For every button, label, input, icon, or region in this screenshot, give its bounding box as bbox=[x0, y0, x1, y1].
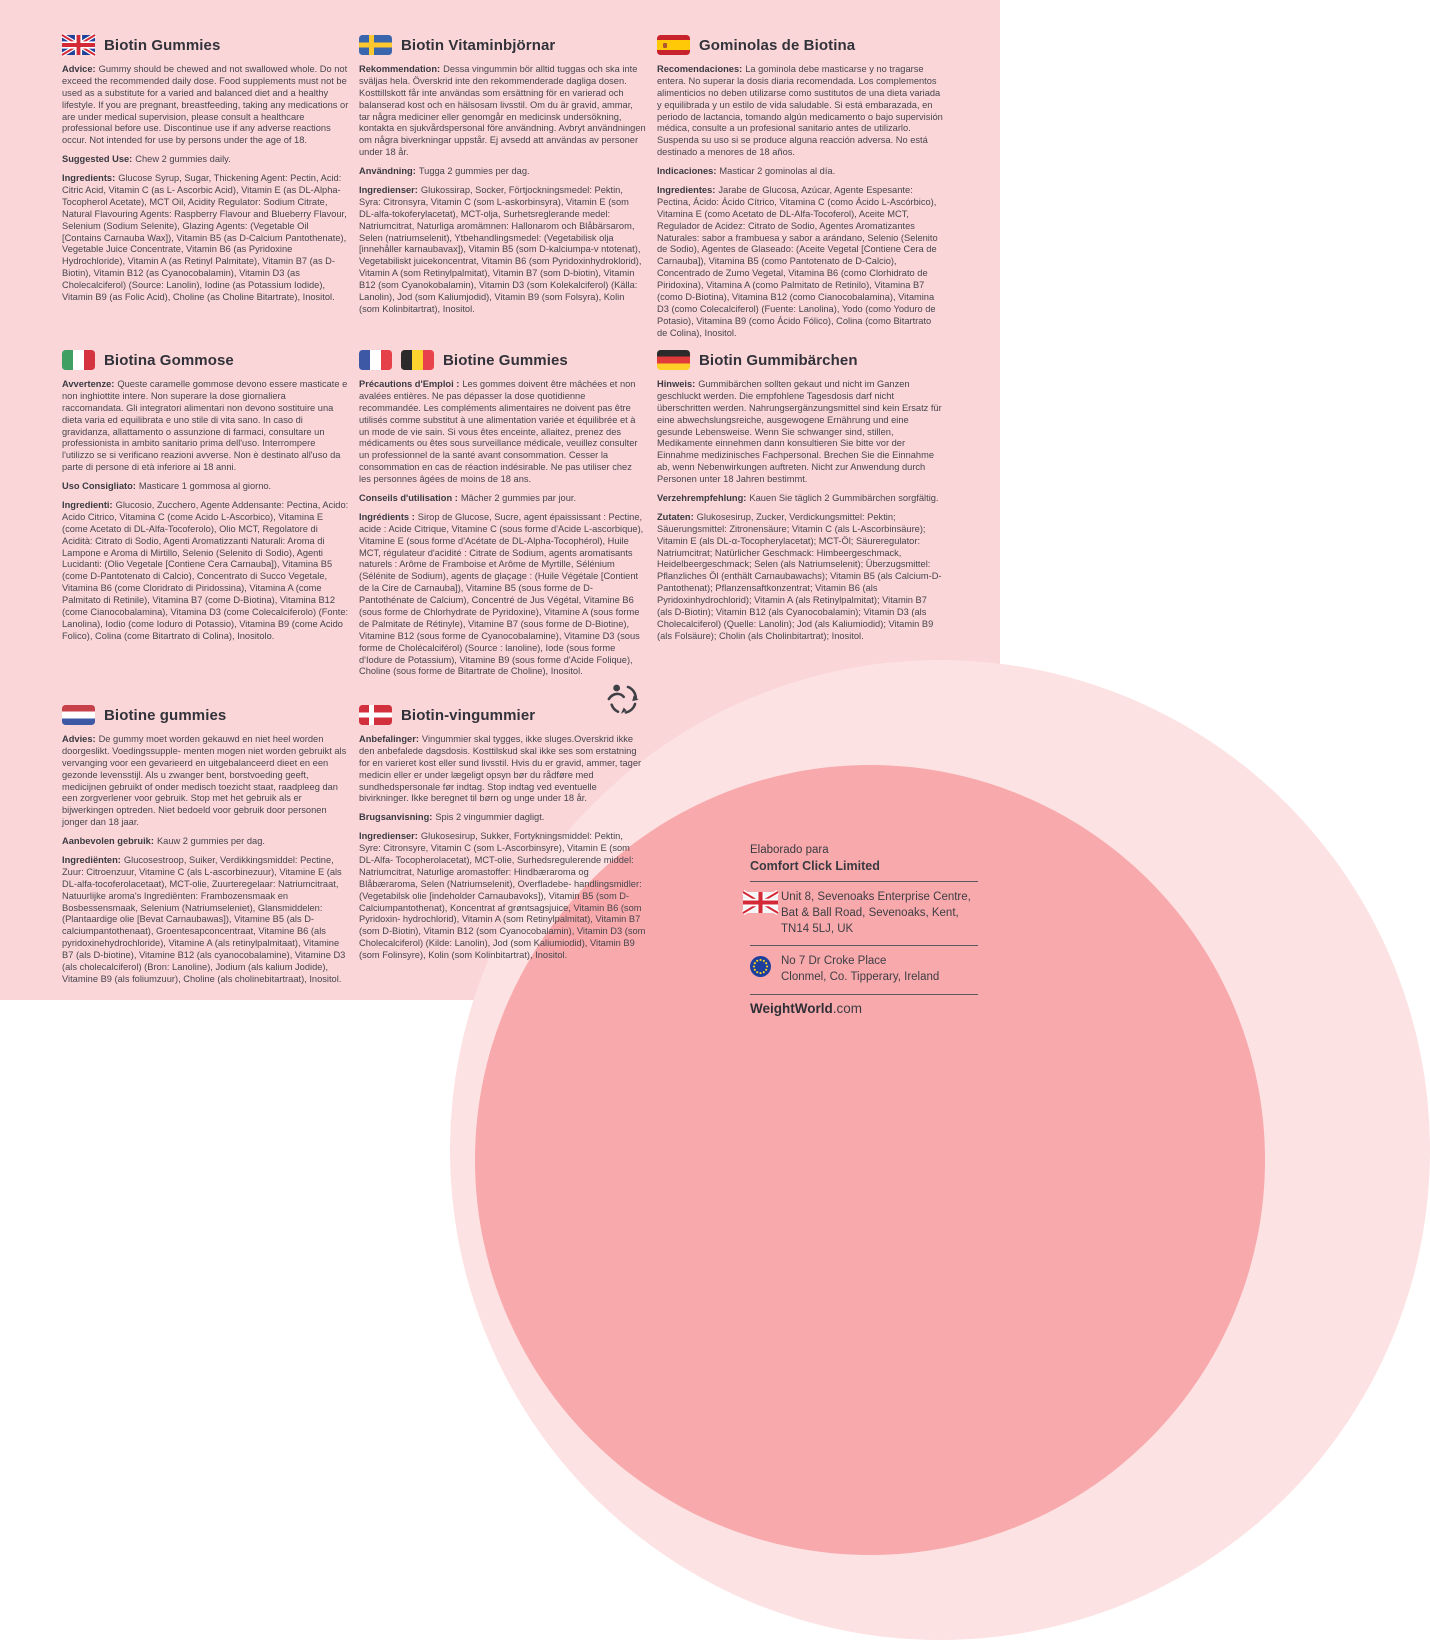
france-flag-icon bbox=[359, 350, 392, 370]
para-text: De gummy moet worden gekauwd en niet heel worden doorgeslikt. Voedingssupple- menten mogen niet worden gebruikt als vervanging voor een gevarieerd en uitgebalanceerd dieet en een gezonde levensstijl. Als u zwanger bent, borstvoeding geeft, medicijnen gebruikt of onder medisch toezicht staat, raadpleeg dan een zorgverlener voor gebruik. Stop met het gebruik als er bijwerkingen optreden. Niet bedoeld voor gebruik door personen jonger dan 18 jaar. bbox=[62, 734, 347, 828]
section-title: Biotin-vingummier bbox=[401, 706, 536, 724]
para-label: Conseils d'utilisation : bbox=[359, 493, 458, 504]
netherlands-flag-icon bbox=[62, 705, 95, 725]
distributor-block bbox=[750, 843, 978, 1016]
brand-suffix: .com bbox=[832, 1001, 863, 1017]
advice-paragraph bbox=[62, 64, 349, 147]
para-text: Mâcher 2 gummies par jour. bbox=[460, 493, 577, 504]
section-header bbox=[657, 35, 944, 55]
para-label: Recomendaciones: bbox=[657, 64, 743, 74]
advice-paragraph bbox=[359, 379, 646, 486]
uk-flag-icon bbox=[62, 35, 95, 55]
ireland-address-line1: No 7 Dr Croke Place bbox=[781, 955, 887, 968]
advice-paragraph bbox=[62, 379, 349, 474]
para-label: Ingrédients : bbox=[359, 511, 415, 522]
ireland-address-row bbox=[750, 952, 978, 988]
section-english bbox=[62, 35, 349, 311]
section-french bbox=[359, 350, 646, 685]
spain-flag-icon bbox=[657, 35, 690, 55]
section-swedish bbox=[359, 35, 646, 323]
suggested-use-paragraph bbox=[359, 493, 646, 505]
brand-logo bbox=[750, 1001, 978, 1016]
advice-paragraph bbox=[359, 734, 646, 805]
para-label: Aanbevolen gebruik: bbox=[62, 836, 154, 847]
suggested-use-paragraph bbox=[657, 493, 944, 505]
ireland-address bbox=[781, 954, 939, 986]
para-label: Brugsanvisning: bbox=[359, 812, 433, 823]
divider bbox=[750, 881, 978, 882]
section-title: Biotin Vitaminbjörnar bbox=[401, 36, 556, 54]
section-dutch bbox=[62, 705, 349, 993]
sweden-flag-icon bbox=[359, 35, 392, 55]
section-italian bbox=[62, 350, 349, 650]
suggested-use-paragraph bbox=[657, 166, 944, 178]
para-text: Masticare 1 gommosa al giorno. bbox=[138, 481, 272, 492]
ingredients-paragraph bbox=[62, 500, 349, 643]
para-label: Ingredienser: bbox=[359, 831, 418, 842]
company-name: Comfort Click Limited bbox=[750, 858, 880, 873]
section-header bbox=[62, 350, 349, 370]
suggested-use-paragraph bbox=[359, 166, 646, 178]
uk-address: Unit 8, Sevenoaks Enterprise Centre, Bat & Ball Road, Sevenoaks, Kent, TN14 5LJ, UK bbox=[781, 890, 971, 935]
made-for-text: Elaborado para bbox=[750, 844, 829, 856]
para-text: Tugga 2 gummies per dag. bbox=[418, 166, 530, 177]
advice-paragraph bbox=[359, 64, 646, 159]
ingredients-paragraph bbox=[62, 855, 349, 986]
ingredients-paragraph bbox=[657, 185, 944, 340]
para-label: Anbefalinger: bbox=[359, 734, 419, 744]
section-danish bbox=[359, 705, 646, 969]
advice-paragraph bbox=[62, 734, 349, 829]
label-page bbox=[0, 0, 1000, 1017]
section-title: Gominolas de Biotina bbox=[699, 36, 856, 54]
para-label: Ingredienser: bbox=[359, 185, 418, 196]
para-label: Advies: bbox=[62, 734, 96, 744]
para-text: La gominola debe masticarse y no tragarse entera. No superar la dosis diaria recomendada. Los complementos alimenticios no deben utilizarse como sustitutos de una dieta variada y equilibrada y un estilo de vida saludable. Si está embarazada, en periodo de lactancia, tomando algún medicamento o bajo supervisión médica, consulte a un profesional sanitario antes de utilizarlo. Suspenda su uso si se produce alguna reacción adversa. No está destinado a menores de 18 años. bbox=[657, 64, 943, 158]
ingredients-paragraph bbox=[657, 512, 944, 643]
ingredients-paragraph bbox=[62, 173, 349, 304]
para-label: Zutaten: bbox=[657, 511, 694, 522]
section-header bbox=[359, 350, 646, 370]
section-title: Biotina Gommose bbox=[104, 351, 234, 369]
para-label: Suggested Use: bbox=[62, 154, 133, 165]
para-label: Ingredienti: bbox=[62, 500, 113, 511]
italy-flag-icon bbox=[62, 350, 95, 370]
section-header bbox=[359, 705, 646, 725]
section-title: Biotin Gummibärchen bbox=[699, 351, 858, 369]
para-text: Glukosesirup, Sukker, Fortykningsmiddel: Pektin, Syre: Citronsyre, Vitamin C (som L-Ascorbinsyre), Vitamin E (som DL-Alfa- Tocopherolacetat), MCT-olie, Surhedsregulerende middel: Natriumcitrat, Naturlige aromastoffer: Hindbæraroma og Blåbæraroma, Selen (Natriumselenit), Overfladebe- handlingsmidler: (Vegetabilsk olie [indeholder Carnaubavoks]), Vitamin B5 (som D-Calciumpantothenat), Koncentrat af grøntsagsjuice, Vitamin B6 (som Pyridoxin- hydrochlorid), Vitamin A (som Retinylpalmitat), Vitamin B7 (som D-Biotin), Vitamin B12 (som Cyanocobalamin), Vitamin D3 (som Cholecalciferol) (Kilde: Lanolin), Jod (som Kaliumiodid), Vitamin B9 (som Folinsyre), Kolin (som Kolinbitartrat), Inositol. bbox=[359, 831, 646, 961]
section-german bbox=[657, 350, 944, 650]
para-label: Uso Consigliato: bbox=[62, 481, 136, 492]
section-title: Biotin Gummies bbox=[104, 36, 221, 54]
para-label: Indicaciones: bbox=[657, 166, 717, 177]
section-header bbox=[657, 350, 944, 370]
para-text: Sirop de Glucose, Sucre, agent épaississant : Pectine, acide : Acide Citrique, Vitamine C (sous forme d'Acide L-ascorbique), Vitamine E (sous forme d'Acétate de DL-Alpha-Tocophérol), Huile MCT, régulateur d'acidité : Citrate de Sodium, agents aromatisants naturels : Arôme de Framboise et Arôme de Myrtille, Sélénium (Sélénite de Sodium), agents de glaçage : (Huile Végétale [Contient de la Cire de Carnauba]), Vitamine B5 (sous forme de D-Pantothénate de Calcium), Concentré de Jus Végétal, Vitamine B6 (sous forme de Chlorhydrate de Pyridoxine), Vitamine A (sous forme de Palmitate de Rétinyle), Vitamine B7 (sous forme de D-Biotine), Vitamine B12 (sous forme de Cyanocobalamine), Vitamine D3 (sous forme de Cholécalciférol) (Source : lanoline), Iode (sous forme d'Iodure de Potassium), Vitamine B9 (sous forme d'Acide Folique), Choline (sous forme de Bitartrate de Choline), Inositol. bbox=[359, 511, 644, 677]
para-text: Spis 2 vingummier dagligt. bbox=[435, 812, 545, 823]
suggested-use-paragraph bbox=[62, 481, 349, 493]
suggested-use-paragraph bbox=[62, 154, 349, 166]
para-text: Les gommes doivent être mâchées et non avalées entières. Ne pas dépasser la dose quotidienne recommandée. Les compléments alimentaires ne doivent pas être utilisés comme substitut à une alimentation variée et équilibrée et à un mode de vie sain. Si vous êtes enceinte, allaitez, prenez des médicaments ou êtes sous surveillance médicale, veuillez consulter un professionnel de la santé avant consommation. Cesser la consommation en cas de réaction indésirable. Ne pas utiliser chez les personnes âgées de moins de 18 ans. bbox=[359, 379, 638, 485]
denmark-flag-icon bbox=[359, 705, 392, 725]
para-text: Chew 2 gummies daily. bbox=[135, 154, 231, 165]
para-label: Rekommendation: bbox=[359, 64, 441, 74]
eu-flag-roundel-icon bbox=[750, 956, 771, 977]
para-text: Gummibärchen sollten gekaut und nicht im Ganzen geschluckt werden. Die empfohlene Tagesdosis darf nicht überschritten werden. Nahrungsergänzungsmittel sind kein Ersatz für eine abwechslungsreiche, ausgewogene Ernährung und eine gesunde Lebensweise. Wenn Sie schwanger sind, stillen, Medikamente einnehmen dann konsultieren Sie bitte vor der Einnahme medizinisches Fachpersonal. Brechen Sie die Einnahme ab, wenn Nebenwirkungen auftreten. Nicht zur Anwendung durch Personen unter 18 Jahren bestimmt. bbox=[657, 379, 942, 485]
ireland-address-line2: Clonmel, Co. Tipperary, Ireland bbox=[781, 971, 940, 984]
para-text: Kauen Sie täglich 2 Gummibärchen sorgfältig. bbox=[749, 493, 939, 504]
section-header bbox=[359, 35, 646, 55]
para-label: Advice: bbox=[62, 64, 96, 74]
ingredients-paragraph bbox=[359, 512, 646, 678]
para-label: Précautions d'Emploi : bbox=[359, 379, 460, 389]
advice-paragraph bbox=[657, 379, 944, 486]
para-text: Jarabe de Glucosa, Azúcar, Agente Espesante: Pectina, Ácido: Ácido Cítrico, Vitamina C (como Ácido L-Ascórbico), Vitamina E (como Acetato de DL-Alfa-Tocoferol), Aceite MCT, Regulador de Acidez: Citrato de Sodio, Agentes Aromatizantes Naturales: sabor a frambuesa y sabor a arándano, Selenio (Selenito de Sodio), Agentes de Glaseado: (Aceite Vegetal [Contiene Cera de Carnauba]), Vitamina B5 (como Pantotenato de D-Calcio), Concentrado de Zumo Vegetal, Vitamina B6 (como Clorhidrato de Piridoxina), Vitamina A (como Palmitato de Retinilo), Vitamina B7 (como D-Biotina), Vitamina B12 (como Cianocobalamina), Vitamina D3 (como Colecalciferol) (Fuente: Lanolina), Yodo (como Yoduro de Potasio), Vitamina B9 (como Ácido Fólico), Colina (como Bitartrato de Colina), Inositol. bbox=[657, 185, 938, 338]
uk-flag-roundel-icon bbox=[750, 892, 771, 913]
para-text: Vingummier skal tygges, ikke sluges.Overskrid ikke den anbefalede dagsdosis. Kosttilskud skal ikke ses som erstatning for en varieret kost eller sund livsstil. Hvis du er gravid, ammer, tager medicin eller er under lægeligt opsyn bør du rådføre med sundhedspersonale før indtag. Stop indtag ved eventuelle bivirkninger. Ikke beregnet til børn og unge under 18 år. bbox=[359, 734, 642, 804]
para-text: Dessa vingummin bör alltid tuggas och ska inte sväljas hela. Överskrid inte den rekommenderade dagliga dosen. Kosttillskott får inte användas som ersättning för en varierad och balanserad kost och en hälsosam livsstil. Om du är gravid, ammar, tar några mediciner eller genomgår en medicinsk undersökning, kontakta en sjukvårdspersonal före användning. Avbryt användningen om några biverkningar uppstår. Ej avsedd att användas av personer under 18 år. bbox=[359, 64, 646, 158]
uk-address-row bbox=[750, 888, 978, 940]
germany-flag-icon bbox=[657, 350, 690, 370]
divider bbox=[750, 994, 978, 995]
para-label: Verzehrempfehlung: bbox=[657, 493, 747, 504]
divider bbox=[750, 945, 978, 946]
para-label: Ingredientes: bbox=[657, 185, 716, 196]
advice-paragraph bbox=[657, 64, 944, 159]
para-label: Användning: bbox=[359, 166, 416, 177]
belgium-flag-icon bbox=[401, 350, 434, 370]
para-text: Queste caramelle gommose devono essere masticate e non inghiottite intere. Non superare la dose giornaliera raccomandata. Gli integratori alimentari non devono sostituire una dieta varia ed equilibrata e uno stile di vita sano. In caso di gravidanza, allattamento o assunzione di farmaci, consultare un professionista in ambito sanitario prima dell'uso. Interrompere l'utilizzo se si verificano reazioni avverse. Non è destinato all'uso da parte di persone di età inferiore ai 18 anni. bbox=[62, 379, 348, 473]
para-label: Ingrediënten: bbox=[62, 855, 121, 866]
para-label: Avvertenze: bbox=[62, 379, 115, 389]
para-text: Masticar 2 gominolas al día. bbox=[719, 166, 836, 177]
para-text: Glucosio, Zucchero, Agente Addensante: Pectina, Acido: Acido Citrico, Vitamina C (come Acido L-Ascorbico), Vitamina E (come Acetato di DL-Alfa-Tocoferolo), Olio MCT, Regolatore di Acidità: Citrato di Sodio, Agenti Aromatizzanti Naturali: Aroma di Lampone e Aroma di Mirtillo, Selenio (Selenito di Sodio), Agenti Lucidanti: (Olio Vegetale [Contiene Cera Carnauba]), Vitamina B5 (come D-Pantotenato di Calcio), Concentrato di Succo Vegetale, Vitamina B6 (come Cloridrato di Piridossina), Vitamina A (come Palmitato di Retinile), Vitamina B7 (come D-Biotina), Vitamina B12 (come Cianocobalamina), Vitamina D3 (come Colecalciferolo) (Fonte: Lanolina), Iodio (come Ioduro di Potassio), Vitamina B9 (come Acido Folico), Colina (come Bitartrato di Colina), Inositolo. bbox=[62, 500, 349, 641]
section-header bbox=[62, 705, 349, 725]
brand-name: WeightWorld bbox=[750, 1001, 833, 1017]
para-text: Glucose Syrup, Sugar, Thickening Agent: Pectin, Acid: Citric Acid, Vitamin C (as L- Ascorbic Acid), Vitamin E (as DL-Alpha-Tocopherol Acetate), MCT Oil, Acidity Regulator: Sodium Citrate, Natural Flavouring Agents: Raspberry Flavour and Blueberry Flavour, Selenium (Sodium Selenite), Glazing Agents: (Vegetable Oil [Contains Carnauba Wax]), Vitamin B5 (as D-Calcium Pantothenate), Vegetable Juice Concentrate, Vitamin B6 (as Pyridoxine Hydrochloride), Vitamin A (as Retinyl Palmitate), Vitamin B7 (as D-Biotin), Vitamin B12 (as Cyanocobalamin), Vitamin D3 (as Cholecalciferol) (Source: Lanolin), Iodine (as Potassium Iodide), Vitamin B9 (as Folic Acid), Choline (as Choline Bitartrate), Inositol. bbox=[62, 173, 347, 303]
para-text: Gummy should be chewed and not swallowed whole. Do not exceed the recommended daily dose. Food supplements must not be used as a substitute for a varied and balanced diet and a healthy lifestyle. If you are pregnant, breastfeeding, taking any medications or are under medical supervision, please consult a healthcare professional before use. Discontinue use if any adverse reactions occur. Not intended for use by persons under the age of 18. bbox=[62, 64, 349, 146]
para-text: Glukosesirup, Zucker, Verdickungsmittel: Pektin; Säuerungsmittel: Zitronensäure; Vitamin C (als L-Ascorbinsäure); Vitamin E (als DL-α-Tocopherylacetat); MCT-Öl; Säureregulator: Natriumcitrat; Natürlicher Geschmack: Himbeergeschmack, Heidelbeergeschmack; Selen (als Natriumselenit); Überzugsmittel: Pflanzliches Öl (enthält Carnaubawachs); Vitamin B5 (als Calcium-D-Pantothenat); Pflanzensaftkonzentrat; Vitamin B6 (als Pyridoxinhydrochlorid); Vitamin A (als Retinylpalmitat); Vitamin B7 (als D-Biotin); Vitamin B12 (als Cyanocobalamin); Vitamin D3 (als Cholecalciferol) (Quelle: Lanolin); Jod (als Kaliumiodid); Vitamin B9 (als Folsäure); Cholin (als Cholinbitartrat); Inositol. bbox=[657, 511, 942, 641]
para-text: Glukossirap, Socker, Förtjockningsmedel: Pektin, Syra: Citronsyra, Vitamin C (som L-askorbinsyra), Vitamin E (som DL-alfa-tokoferylacetat), MCT-olja, Surhetsreglerande medel: Natriumcitrat, Naturliga aromämnen: Hallonarom och Blåbärsarom, Selen (natriumselenit), Ytbehandlingsmedel: (Vegetabilisk olja [innehåller karnaubavax]), Vitamin B5 (som D-kalciumpa-v ntotenat), Vegetabiliskt juicekoncentrat, Vitamin B6 (som Pyridoxinhydroklorid), Vitamin A (som Retinylpalmitat), Vitamin B7 (som D-biotin), Vitamin B12 (som Cyanokobalamin), Vitamin D3 (som Kolekalciferol) (Källa: Lanolin), Jod (som Kaliumjodid), Vitamin B9 (som Folsyra), Kolin (som Kolinbitartrat), Inositol. bbox=[359, 185, 642, 314]
section-title: Biotine Gummies bbox=[443, 351, 568, 369]
suggested-use-paragraph bbox=[359, 812, 646, 824]
section-title: Biotine gummies bbox=[104, 706, 227, 724]
section-header bbox=[62, 35, 349, 55]
ingredients-paragraph bbox=[359, 831, 646, 962]
section-spanish bbox=[657, 35, 944, 347]
para-label: Hinweis: bbox=[657, 379, 696, 389]
ingredients-paragraph bbox=[359, 185, 646, 316]
suggested-use-paragraph bbox=[62, 836, 349, 848]
para-text: Kauw 2 gummies per dag. bbox=[156, 836, 265, 847]
para-text: Glucosestroop, Suiker, Verdikkingsmiddel: Pectine, Zuur: Citroenzuur, Vitamine C (als L-ascorbinezuur), Vitamine E (als DL-alfa-tocoferolacetaat), MCT-olie, Zuurteregelaar: Natriumcitraat, Natuurlijke aroma's Ingrediënten: Frambozensmaak en Bosbessensmaak, Selenium (Natriumseleniet), Glansmiddelen: (Plantaardige olie [Bevat Carnaubawas]), Vitamine B5 (als D-calciumpantothenaat), Groentesapconcentraat, Vitamine B6 (als pyridoxinehydrochloride), Vitamine A (als retinylpalmitaat), Vitamine B7 (als D-biotine), Vitamine B12 (als cyanocobalamine), Vitamine D3 (als cholecalciferol) (Bron: Lanoline), Jodium (als kalium Jodide), Vitamine B9 (als foliumzuur), Choline (als cholinebitartraat), Inositol. bbox=[62, 855, 346, 984]
para-label: Ingredients: bbox=[62, 173, 116, 184]
